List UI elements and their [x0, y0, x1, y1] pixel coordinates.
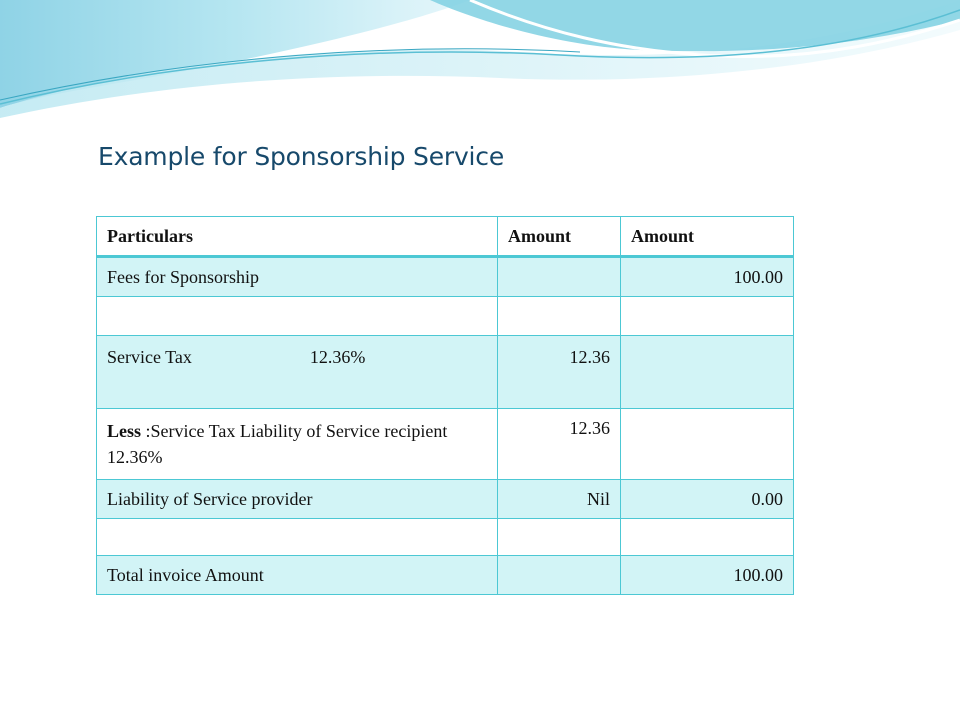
header-amount: Amount [498, 217, 621, 257]
tax-rate: 12.36% [309, 347, 366, 367]
amount-cell [621, 336, 794, 409]
amount-cell: 0.00 [621, 480, 794, 519]
table-row [97, 519, 794, 556]
particulars-cell [97, 297, 498, 336]
header-amount: Amount [621, 217, 794, 257]
total-row [97, 556, 794, 595]
amount-cell: 12.36 [498, 336, 621, 409]
amount-cell [498, 519, 621, 556]
particulars-cell: Fees for Sponsorship [97, 257, 498, 297]
amount-cell [498, 297, 621, 336]
table-row [97, 336, 794, 409]
particulars-cell [97, 409, 498, 480]
particulars-bold-prefix: Less [107, 421, 142, 441]
amount-cell [621, 519, 794, 556]
header-wave-decoration [0, 0, 960, 130]
particulars-cell: Liability of Service provider [97, 480, 498, 519]
particulars-cell [97, 336, 498, 409]
amount-cell: Nil [498, 480, 621, 519]
header-particulars: Particulars [97, 217, 498, 257]
table-row [97, 297, 794, 336]
invoice-table [96, 216, 794, 595]
amount-cell [621, 409, 794, 480]
particulars-text: Service Tax [107, 347, 192, 367]
amount-cell [621, 297, 794, 336]
slide-title: Example for Sponsorship Service [98, 142, 505, 171]
amount-cell [498, 257, 621, 297]
table-row [97, 409, 794, 480]
table-header-row [97, 217, 794, 257]
table-row [97, 257, 794, 297]
amount-cell: 12.36 [498, 409, 621, 480]
amount-cell: 100.00 [621, 257, 794, 297]
total-amount-cell: 100.00 [621, 556, 794, 595]
particulars-text: :Service Tax Liability of Service recipient 12.36% [107, 421, 448, 467]
table-row [97, 480, 794, 519]
amount-cell [498, 556, 621, 595]
particulars-cell [97, 519, 498, 556]
particulars-cell: Total invoice Amount [97, 556, 498, 595]
